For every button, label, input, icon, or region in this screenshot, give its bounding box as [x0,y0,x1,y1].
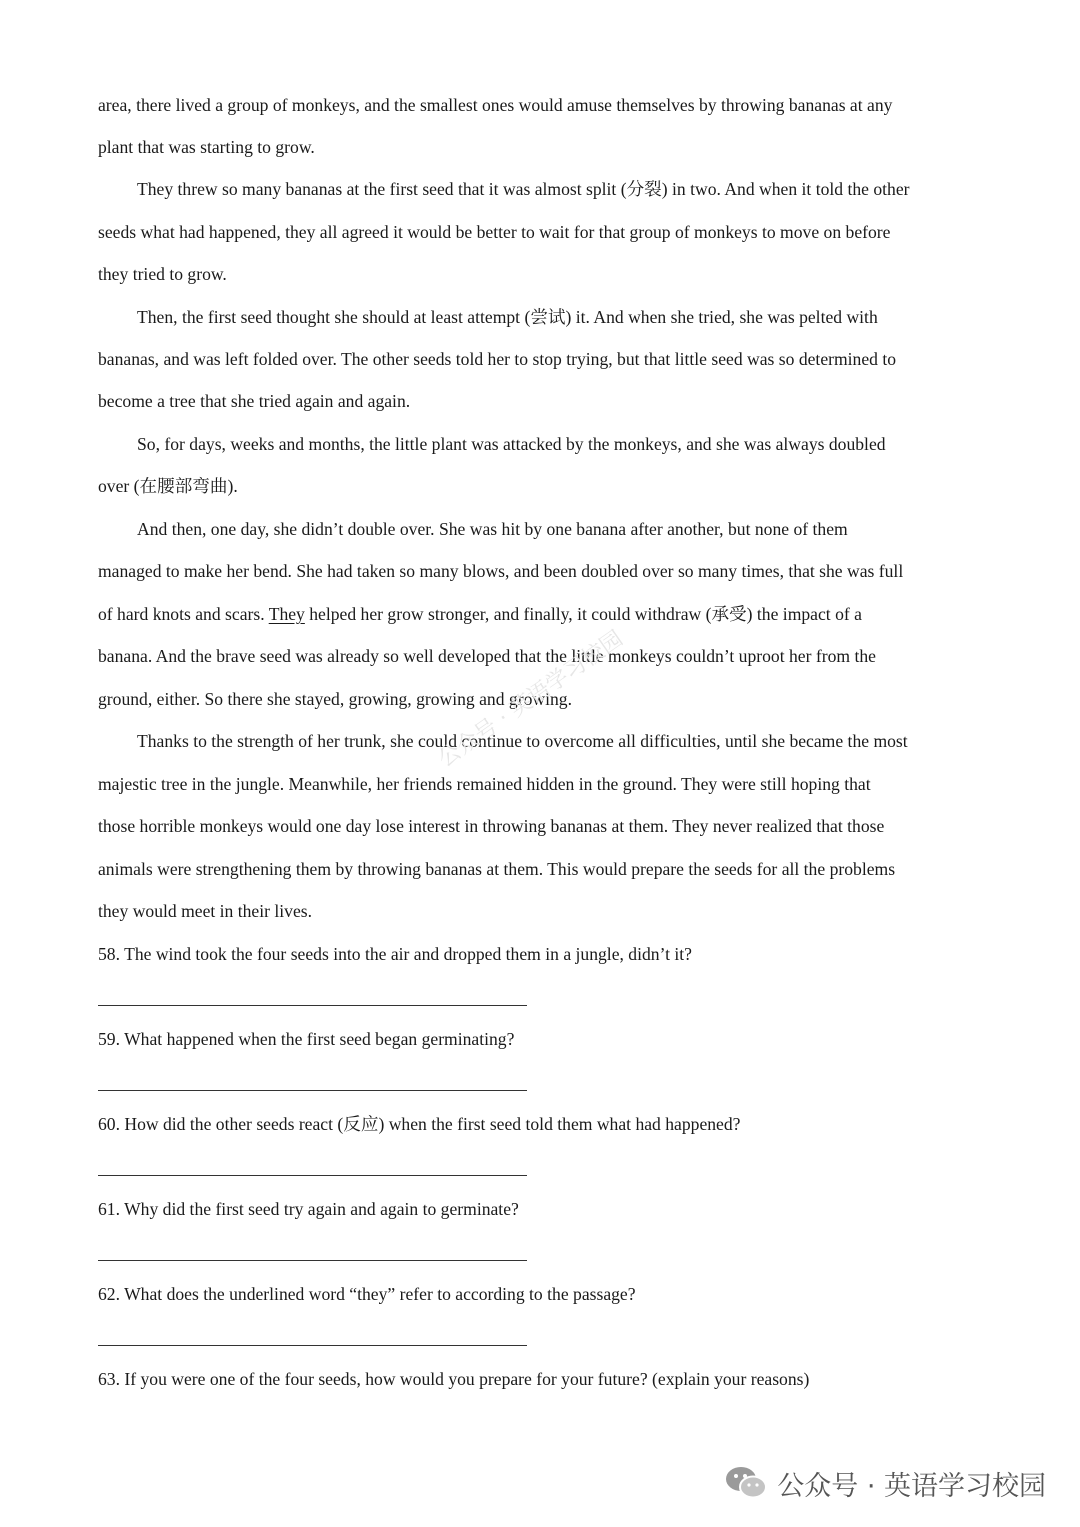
answer-line-61[interactable] [98,1260,527,1261]
passage-line-with-underline [98,603,862,625]
passage-line: those horrible monkeys would one day lose interest in throwing bananas at them. They never realized that those [98,816,885,836]
passage-line: over (在腰部弯曲). [98,476,238,496]
passage-line: become a tree that she tried again and again. [98,391,411,411]
passage-line: managed to make her bend. She had taken so many blows, and been doubled over so many times, that she was full [98,561,904,581]
answer-line-62[interactable] [98,1345,527,1346]
question-63: 63. If you were one of the four seeds, how would you prepare for your future? (explain your reasons) [98,1369,810,1389]
footer-text: 公众号 · 英语学习校园 [777,1470,1046,1502]
text-run: of hard knots and scars. [98,604,269,624]
question-62: 62. What does the underlined word “they” refer to according to the passage? [98,1284,636,1304]
answer-line-58[interactable] [98,1005,527,1006]
question-58: 58. The wind took the four seeds into the air and dropped them in a jungle, didn’t it? [98,944,692,964]
answer-line-59[interactable] [98,1090,527,1091]
wechat-icon [725,1465,767,1501]
question-61: 61. Why did the first seed try again and again to germinate? [98,1199,519,1219]
answer-line-60[interactable] [98,1175,527,1176]
passage-line: plant that was starting to grow. [98,137,315,157]
passage-line: they would meet in their lives. [98,901,313,921]
text-run: helped her grow stronger, and finally, it could withdraw (承受) the impact of a [304,604,862,624]
passage-line: Thanks to the strength of her trunk, she could continue to overcome all difficulties, until she became the most [137,731,908,751]
passage-line: they tried to grow. [98,264,227,284]
passage-line: animals were strengthening them by throwing bananas at them. This would prepare the seeds for all the problems [98,859,896,879]
passage-line: ground, either. So there she stayed, growing, growing and growing. [98,689,572,709]
watermark: 公众号 · 英语学习校园 [433,626,628,773]
passage-line: Then, the first seed thought she should at least attempt (尝试) it. And when she tried, she was pelted with [137,307,878,327]
passage-line: And then, one day, she didn’t double over. She was hit by one banana after another, but none of them [137,519,848,539]
passage-line: So, for days, weeks and months, the little plant was attacked by the monkeys, and she was always doubled [137,434,886,454]
passage-line: seeds what had happened, they all agreed it would be better to wait for that group of monkeys to move on before [98,222,891,242]
passage-line: majestic tree in the jungle. Meanwhile, her friends remained hidden in the ground. They were still hoping that [98,774,871,794]
underlined-word-they: They [268,604,305,624]
question-59: 59. What happened when the first seed began germinating? [98,1029,515,1049]
passage-line: banana. And the brave seed was already so well developed that the little monkeys couldn’t uproot her from the [98,646,876,666]
passage-line: area, there lived a group of monkeys, and the smallest ones would amuse themselves by throwing bananas at any [98,95,893,115]
footer-brand [725,1463,1046,1503]
question-60: 60. How did the other seeds react (反应) when the first seed told them what had happened? [98,1114,741,1134]
passage-line: They threw so many bananas at the first seed that it was almost split (分裂) in two. And when it told the other [137,179,910,199]
passage-line: bananas, and was left folded over. The other seeds told her to stop trying, but that little seed was so determined to [98,349,897,369]
